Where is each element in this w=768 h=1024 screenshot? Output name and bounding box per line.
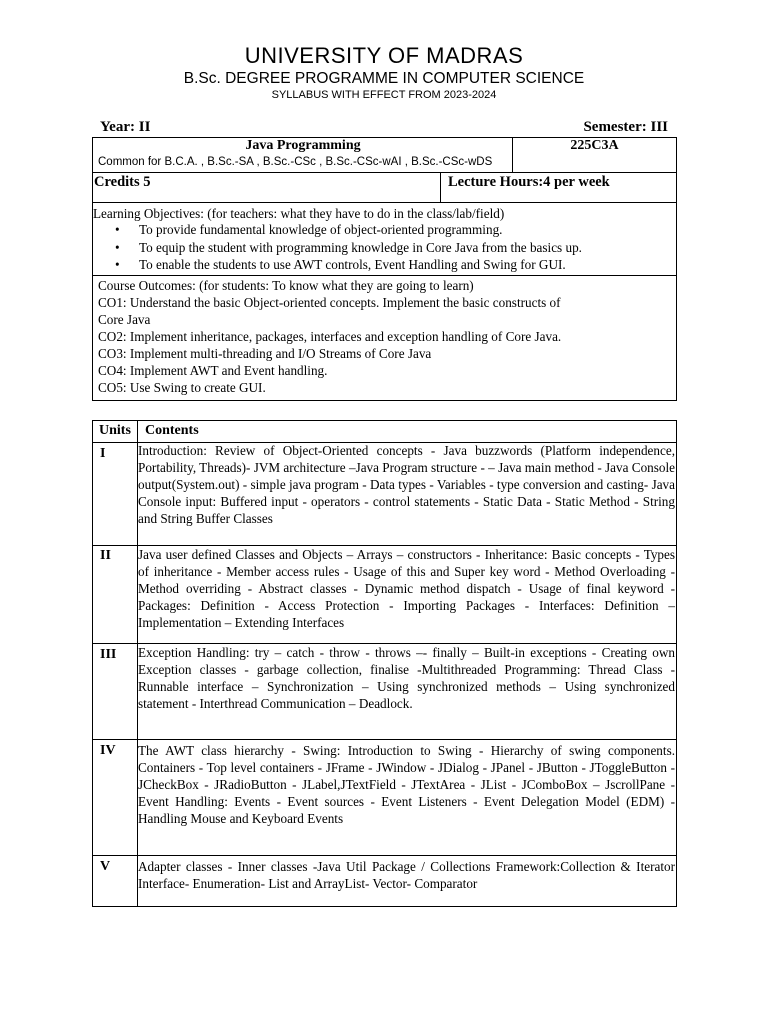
unit-content: Adapter classes - Inner classes -Java Util Package / Collections Framework:Collection & Iterator Interface- Enumeration- List and ArrayList- Vector- Comparator [138,859,675,891]
unit-number: V [100,859,111,874]
university-title: UNIVERSITY OF MADRAS [244,43,524,68]
bullet-icon: • [115,257,120,272]
units-column-header: Units [99,423,131,438]
divider [92,855,677,856]
unit-content: Introduction: Review of Object-Oriented concepts - Java buzzwords (Platform independence, Portability, Threads)- JVM architecture –Java Program structure - – Java main method - Java Console output(System.out) - simple java program - Data types - Variables - type conversion and casting- Java Console input: Buffered input - operators - control statements - Static Data - Static Method - String and String Buffer Classes [138,443,675,526]
course-outcomes [98,277,668,396]
unit-content: Exception Handling: try – catch - throw - throws –- finally – Built-in exceptions - Creating own Exception classes - garbage collection, finalise -Multithreaded Programming: Thread Class - Runnable interface – Synchronization – Using synchronized methods – Using synchronized statement - Interthread Communication – Deadlock. [138,645,675,711]
divider [92,275,677,276]
divider [92,545,677,546]
course-title: Java Programming [245,138,361,153]
unit-content: Java user defined Classes and Objects – Arrays – constructors - Inheritance: Basic concepts - Types of inheritance - Member access rules - Usage of this and Super key word - Method Overloading - Method overriding - Abstract classes - Dynamic method dispatch - Usage of final keyword -Packages: Definition - Access Protection - Importing Packages - Interfaces: Definition – Implementation – Extending Interfaces [138,547,675,630]
divider [92,739,677,740]
syllabus-effect-line: SYLLABUS WITH EFFECT FROM 2023-2024 [271,89,497,101]
contents-column-header: Contents [145,423,199,438]
programme-title: B.Sc. DEGREE PROGRAMME IN COMPUTER SCIENCE [183,70,585,87]
outcome-line: CO5: Use Swing to create GUI. [98,380,266,395]
unit-number: IV [100,743,116,758]
semester-label: Semester: III [583,119,668,135]
list-item [93,257,582,275]
outcome-line: Core Java [98,312,151,327]
list-item [93,222,582,240]
learning-objectives-heading: Learning Objectives: (for teachers: what they have to do in the class/lab/field) [93,206,505,221]
divider [440,172,441,202]
outcome-line: CO2: Implement inheritance, packages, interfaces and exception handling of Core Java. [98,329,562,344]
lecture-hours-label: Lecture Hours:4 per week [448,174,610,190]
unit-content: The AWT class hierarchy - Swing: Introduction to Swing - Hierarchy of swing components. Containers - Top level containers - JFrame - JWindow - JDialog - JPanel - JButton - JToggleButton - JCheckBox - JRadioButton - JLabel,JTextField - JTextArea - JList - JComboBox – JscrollPane - Event Handling: Events - Event sources - Event Listeners - Event Delegation Model (EDM) - Handling Mouse and Keyboard Events [138,743,675,826]
objective-text: To provide fundamental knowledge of object-oriented programming. [139,222,503,237]
course-outcomes-heading: Course Outcomes: (for students: To know what they are going to learn) [98,278,474,293]
list-item [93,240,582,258]
unit-number: III [100,647,117,662]
credits-label: Credits 5 [94,174,151,190]
objective-text: To enable the students to use AWT controls, Event Handling and Swing for GUI. [139,257,566,272]
divider [92,172,677,173]
learning-objectives-list [93,222,582,275]
objective-text: To equip the student with programming knowledge in Core Java from the basics up. [139,239,582,255]
outcome-line: CO3: Implement multi-threading and I/O Streams of Core Java [98,346,432,361]
course-code: 225C3A [570,138,619,153]
unit-number: II [100,548,111,563]
bullet-icon: • [115,222,120,237]
outcome-line: CO4: Implement AWT and Event handling. [98,363,328,378]
bullet-icon: • [115,239,120,255]
divider [92,643,677,644]
divider [92,202,677,203]
year-label: Year: II [100,119,151,135]
common-for-line: Common for B.C.A. , B.Sc.-SA , B.Sc.-CSc , B.Sc.-CSc-wAI , B.Sc.-CSc-wDS [98,156,493,168]
unit-number: I [100,446,106,461]
outcome-line: CO1: Understand the basic Object-oriented concepts. Implement the basic constructs of [98,295,561,310]
